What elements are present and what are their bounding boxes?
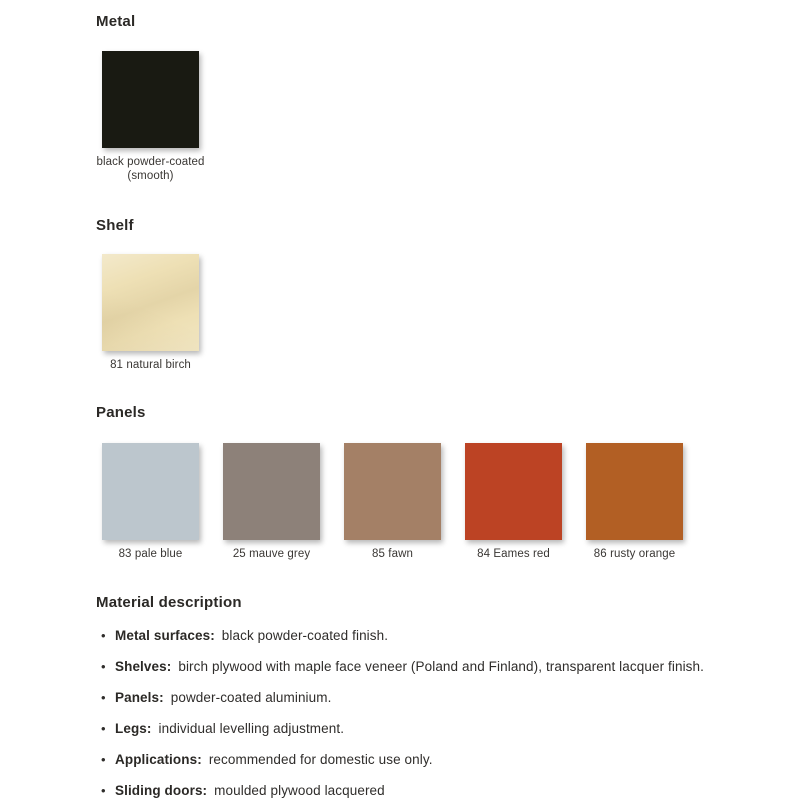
panel-swatch-label: 83 pale blue — [118, 548, 183, 561]
panel-swatch-fawn — [344, 443, 441, 540]
panel-swatch-row — [102, 443, 760, 561]
material-term: Panels: — [115, 689, 164, 705]
section-metal — [96, 13, 760, 184]
panel-swatch-mauve-grey — [223, 443, 320, 540]
panel-swatch-block — [223, 443, 320, 561]
birch-swatch — [102, 254, 199, 351]
panel-swatch-eames-red — [465, 443, 562, 540]
panel-swatch-rusty-orange — [586, 443, 683, 540]
panel-swatch-pale-blue — [102, 443, 199, 540]
material-list-item — [101, 660, 760, 674]
panel-swatch-block — [344, 443, 441, 561]
shelf-swatch-block — [102, 254, 199, 372]
material-term: Applications: — [115, 751, 202, 767]
material-term: Shelves: — [115, 658, 172, 674]
material-desc: birch plywood with maple face veneer (Poland and Finland), transparent lacquer finish. — [178, 658, 704, 674]
metal-swatch — [102, 51, 199, 148]
material-desc: moulded plywood lacquered — [214, 782, 385, 798]
material-term: Sliding doors: — [115, 782, 208, 798]
material-description-heading: Material description — [96, 593, 242, 611]
metal-swatch-label — [78, 155, 224, 184]
panel-swatch-label: 84 Eames red — [477, 548, 550, 561]
material-list-item — [101, 753, 760, 767]
material-desc: powder-coated aluminium. — [170, 689, 332, 705]
metal-heading: Metal — [96, 13, 136, 30]
panel-swatch-label: 85 fawn — [372, 548, 413, 561]
material-list-item — [101, 722, 760, 736]
material-term: Legs: — [115, 720, 152, 736]
material-term: Metal surfaces: — [115, 627, 215, 643]
panel-swatch-block — [102, 443, 199, 561]
material-list-item — [101, 629, 760, 643]
shelf-heading: Shelf — [96, 216, 134, 234]
section-panels — [96, 404, 760, 561]
material-desc: individual levelling adjustment. — [158, 720, 345, 736]
metal-swatch-label-line2: (smooth) — [127, 170, 174, 183]
material-list — [96, 629, 760, 798]
material-list-item — [101, 784, 760, 798]
metal-swatch-block — [96, 51, 205, 184]
panel-swatch-label: 25 mauve grey — [232, 548, 311, 561]
panel-swatch-block — [586, 443, 683, 561]
material-desc: black powder-coated finish. — [221, 627, 389, 643]
section-material-description — [96, 594, 760, 798]
section-shelf — [96, 217, 760, 372]
metal-swatch-label-line1: black powder-coated — [96, 156, 205, 168]
material-desc: recommended for domestic use only. — [208, 751, 433, 767]
panel-swatch-block — [465, 443, 562, 561]
material-list-item — [101, 691, 760, 705]
shelf-swatch-label: 81 natural birch — [110, 358, 191, 371]
panels-heading: Panels — [96, 404, 146, 422]
panel-swatch-label: 86 rusty orange — [593, 548, 676, 561]
